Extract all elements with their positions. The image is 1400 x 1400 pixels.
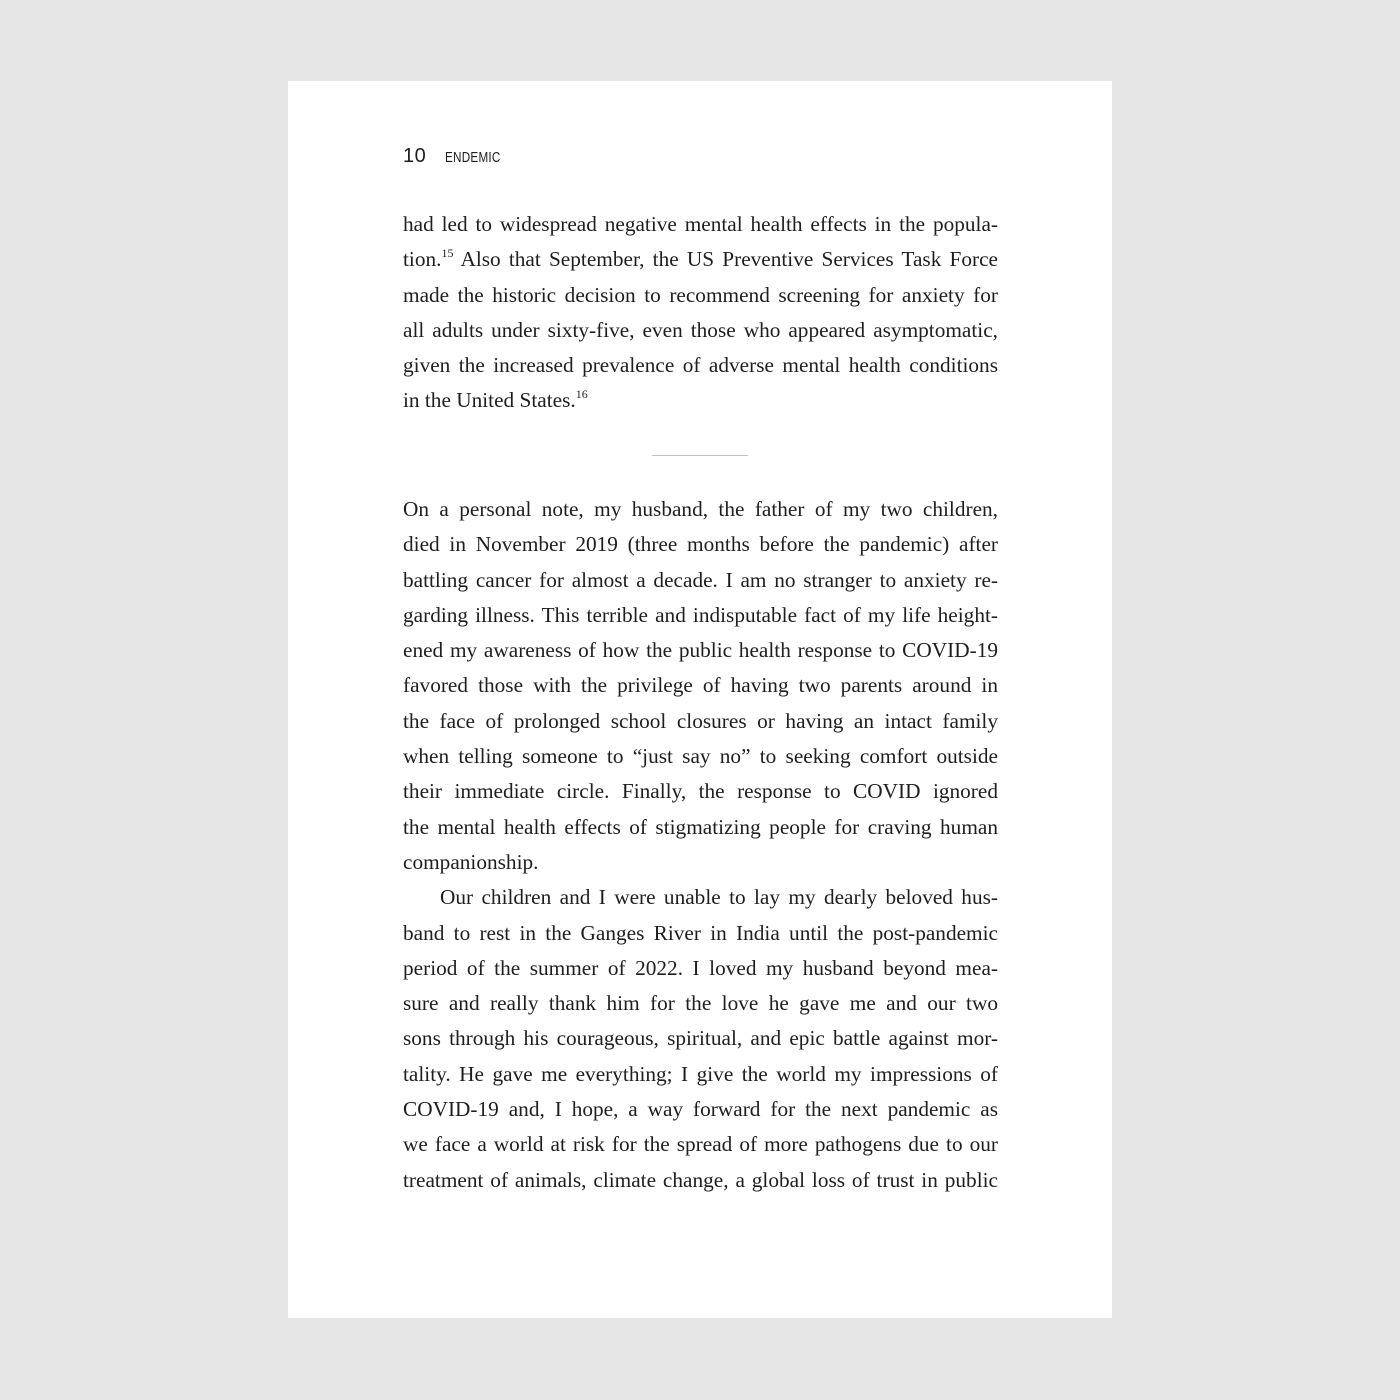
paragraph-line: battling cancer for almost a decade. I am no stranger to anxiety re- bbox=[403, 567, 998, 592]
paragraph-line: when telling someone to “just say no” to seeking comfort outside bbox=[403, 744, 998, 769]
text-block-top bbox=[403, 207, 998, 419]
paragraph-line bbox=[403, 383, 998, 418]
paragraph-line: sons through his courageous, spiritual, and epic battle against mor- bbox=[403, 1026, 998, 1051]
paragraph-line: tality. He gave me everything; I give the world my impressions of bbox=[403, 1061, 998, 1086]
paragraph-line: ened my awareness of how the public health response to COVID-19 bbox=[403, 638, 998, 663]
paragraph-line: On a personal note, my husband, the father of my two children, bbox=[403, 497, 998, 521]
running-head bbox=[403, 145, 517, 173]
paragraph-line: given the increased prevalence of adverse mental health conditions bbox=[403, 353, 998, 378]
text-block-bottom bbox=[403, 492, 998, 1198]
paragraph-line: Our children and I were unable to lay my dearly beloved hus- bbox=[440, 885, 998, 910]
line-segment: in the United States. bbox=[403, 388, 576, 413]
paragraph-line: period of the summer of 2022. I loved my husband beyond mea- bbox=[403, 955, 998, 980]
paragraph-line: their immediate circle. Finally, the response to COVID ignored bbox=[403, 779, 998, 804]
paragraph-line: all adults under sixty-five, even those who appeared asymptomatic, bbox=[403, 317, 998, 342]
paragraph-line: sure and really thank him for the love he gave me and our two bbox=[403, 991, 998, 1016]
paragraph-3 bbox=[403, 880, 998, 1198]
paragraph-line: made the historic decision to recommend screening for anxiety for bbox=[403, 282, 998, 307]
paragraph-line: the mental health effects of stigmatizing people for craving human bbox=[403, 814, 998, 839]
book-page bbox=[288, 81, 1112, 1318]
paragraph-1 bbox=[403, 207, 998, 419]
page-number: 10 bbox=[403, 145, 427, 167]
section-break-rule bbox=[652, 455, 748, 456]
paragraph-line: garding illness. This terrible and indisputable fact of my life height- bbox=[403, 602, 998, 627]
paragraph-line: had led to widespread negative mental health effects in the popula- bbox=[403, 212, 998, 236]
line-segment: Also that September, the US Preventive Services Task Force bbox=[453, 247, 998, 272]
line-segment: tion. bbox=[403, 247, 442, 272]
paragraph-2 bbox=[403, 492, 998, 880]
footnote-ref: 15 bbox=[441, 246, 454, 261]
paragraph-line: treatment of animals, climate change, a global loss of trust in public bbox=[403, 1167, 998, 1192]
paragraph-line: favored those with the privilege of having two parents around in bbox=[403, 673, 998, 698]
paragraph-line: companionship. bbox=[403, 849, 539, 874]
paragraph-line: the face of prolonged school closures or having an intact family bbox=[403, 708, 998, 733]
paragraph-line: band to rest in the Ganges River in India until the post-pandemic bbox=[403, 920, 998, 945]
paragraph-line: we face a world at risk for the spread of more pathogens due to our bbox=[403, 1132, 998, 1157]
footnote-ref: 16 bbox=[575, 387, 588, 402]
book-title: ENDEMIC bbox=[445, 149, 501, 166]
paragraph-line: COVID-19 and, I hope, a way forward for the next pandemic as bbox=[403, 1097, 998, 1122]
paragraph-line: died in November 2019 (three months before the pandemic) after bbox=[403, 532, 998, 557]
paragraph-line bbox=[403, 242, 998, 277]
